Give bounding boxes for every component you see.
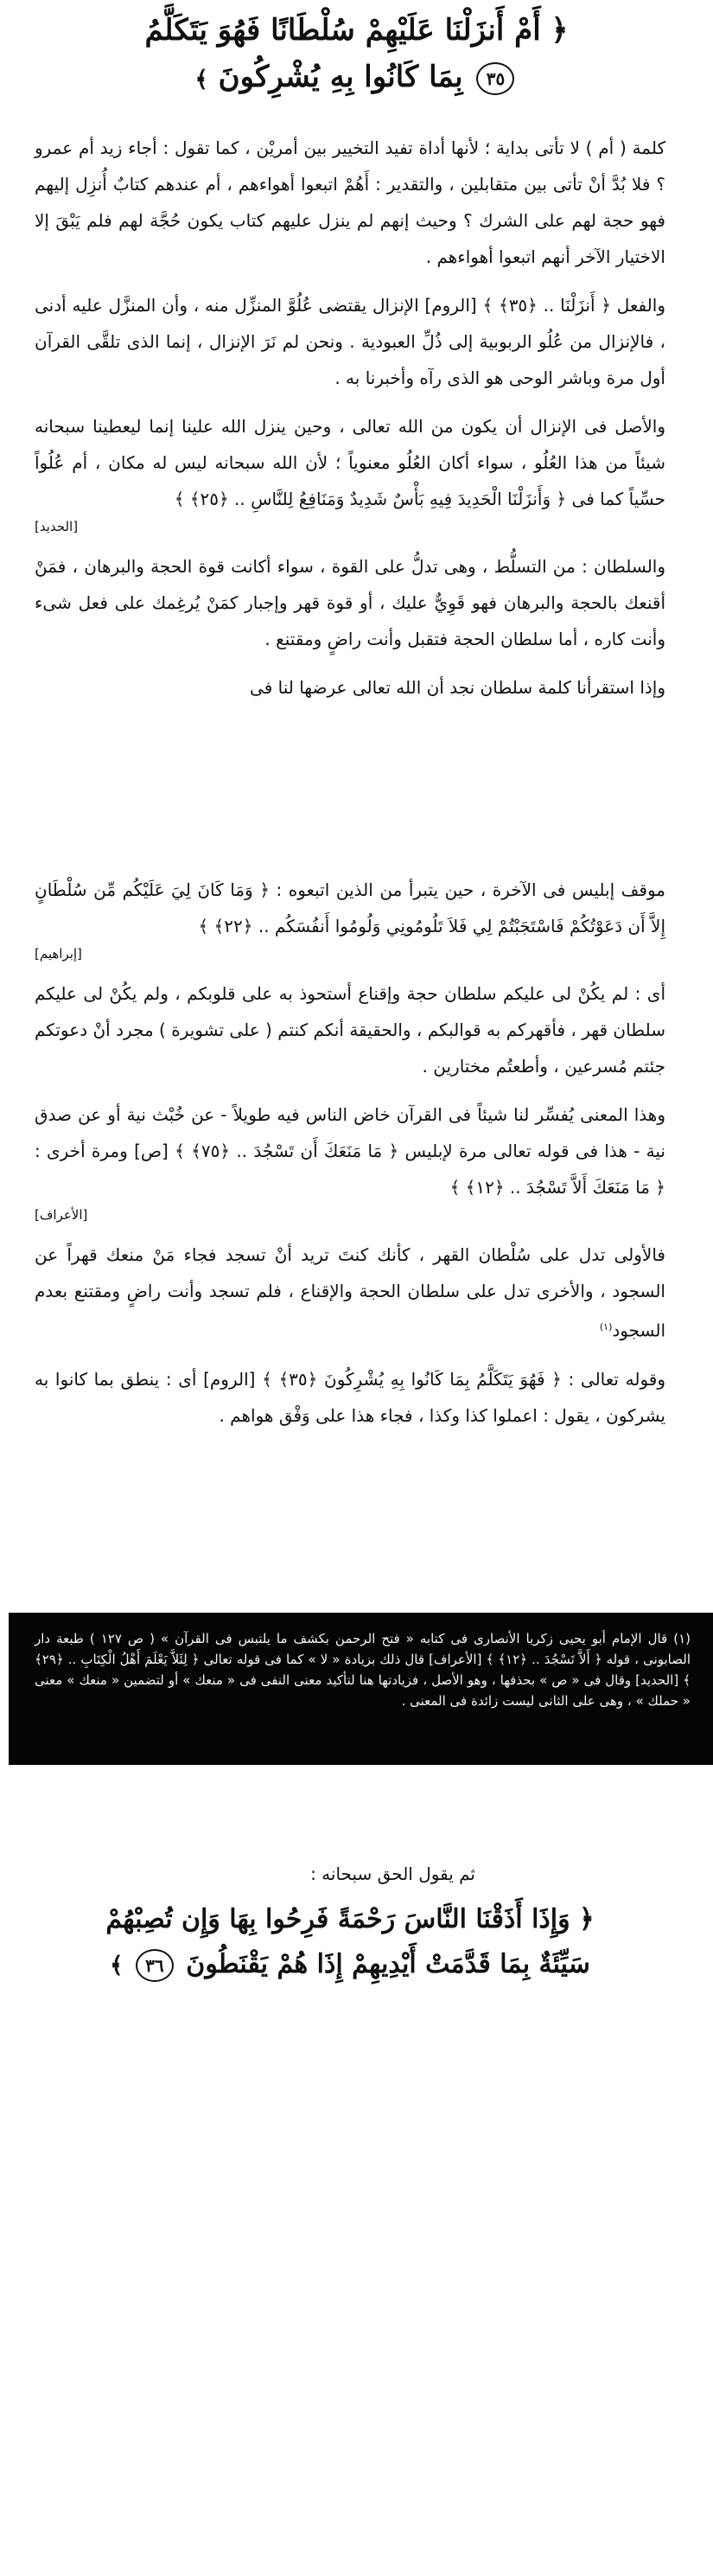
closing-ayah-line-1 xyxy=(35,1897,665,1942)
lead-text: ثم يقول الحق سبحانه : xyxy=(310,1863,475,1884)
paragraph xyxy=(35,130,665,275)
paragraph xyxy=(35,287,665,396)
paragraph-text xyxy=(35,1237,665,1349)
paragraph-text: والفعل ﴿ أَنزَلْنَا .. ﴿٣٥﴾ ﴾ [الروم] الإنزال يقتضى عُلُوَّ المنزِّل منه ، وأن المنزَّل عليه أدنى ، فالإنزال من عُلُو الربوبية إلى ذُلِّ العبودية . ونحن لم نَرَ الإنزال ، إنما الذى تلقَّى القرآن أول مرة وباشر الوحى هو الذى رآه وأخبرنا به . xyxy=(35,295,665,388)
top-ayah-text-1: ﴿ أَمْ أَنزَلْنَا عَلَيْهِمْ سُلْطَانًا فَهُوَ يَتَكَلَّمُ xyxy=(144,13,569,48)
closing-ayah-number: ٣٦ xyxy=(136,1949,174,1982)
paragraph xyxy=(35,548,665,657)
top-ayah-text-2: بِمَا كَانُوا بِهِ يُشْرِكُونَ xyxy=(218,60,463,94)
paragraph-text: أى : لم يكُنْ لى عليكم سلطان حجة وإقناع أستحوذ به على قلوبكم ، ولم يكُنْ لى عليكم سلطان قهر ، فأقهركم به قوالبكم ، والحقيقة أنكم كنتم ( على تشويرة ) مجرد أنْ دعوتكم جئتم مُسرعين ، وأطعتُم مختارين . xyxy=(35,983,665,1077)
surah-source: [الأعراف] xyxy=(35,1207,88,1223)
paragraph-text: وإذا استقرأنا كلمة سلطان نجد أن الله تعالى عرضها لنا فى xyxy=(250,677,665,698)
paragraph-text: موقف إبليس فى الآخرة ، حين يتبرأ من الذين اتبعوه : ﴿ وَمَا كَانَ لِيَ عَلَيْكُم مِّن سُلْطَانٍ إِلاَّ أَن دَعَوْتُكُمْ فَاسْتَجَبْتُمْ لِي فَلاَ تَلُومُونِي وَلُومُوا أَنفُسَكُم .. ﴿٢٢﴾ ﴾ xyxy=(35,879,665,936)
top-ayah-line-1 xyxy=(86,7,627,54)
commentary-section-2 xyxy=(35,872,665,1446)
closing-ayah-close: ﴾ xyxy=(110,1953,124,1978)
paragraph-text: والسلطان : من التسلُّط ، وهى تدلُّ على القوة ، سواء أكانت قوة الحجة والبرهان ، فمَنْ أقنعك بالحجة والبرهان فهو قَوِيٌّ عليك ، أو قوة قهر وإجبار كمَنْ يُرغِمك على فعل شىء وأنت كاره ، أما سلطان الحجة فتقبل وأنت راضٍ ومقتنع . xyxy=(35,556,665,649)
paragraph-text: وقوله تعالى : ﴿ فَهُوَ يَتَكَلَّمُ بِمَا كَانُوا بِهِ يُشْرِكُونَ ﴿٣٥﴾ ﴾ [الروم] أى : ينطق بما كانوا به يشركون ، يقول : اعملوا كذا وكذا ، فجاء هذا على وَفْق هواهم . xyxy=(35,1368,665,1426)
footnote-box xyxy=(9,1613,713,1765)
source-line xyxy=(35,517,665,536)
footnote-text: (١) قال الإمام أبو يحيى زكريا الأنصارى فى كتابه « فتح الرحمن بكشف ما يلتبس فى القرآن » ( ص ١٢٧ ) طبعة دار الصابونى ، قوله ﴿ أَلاَّ تَسْجُدَ .. ﴿١٢﴾ ﴾ [الأعراف] قال ذلك بزيادة « لا » كما فى قوله تعالى ﴿ لِئَلاَّ يَعْلَمَ أَهْلُ الْكِتَابِ .. ﴿٢٩﴾ ﴾ [الحديد] وقال فى « ص » بحذفها ، وهو الأصل ، فزيادتها هنا لتأكيد معنى النفى فى « منعك » أو لتضمين « منعك » معنى « حملك » ، وهى على الثانى ليست زائدة فى المعنى . xyxy=(35,1631,691,1709)
surah-source: [الحديد] xyxy=(35,519,79,534)
paragraph xyxy=(35,1237,665,1349)
source-line xyxy=(35,1205,665,1224)
closing-section xyxy=(35,1859,665,1988)
closing-ayah-text-2: سَيِّئَةٌ بِمَا قَدَّمَتْ أَيْدِيهِمْ إِذَا هُمْ يَقْنَطُونَ xyxy=(186,1949,590,1979)
top-ayah-block xyxy=(86,7,627,103)
source-line xyxy=(35,944,665,963)
paragraph xyxy=(35,1096,665,1224)
top-ayah-close: ﴾ xyxy=(194,67,208,93)
paragraph-body: فالأولى تدل على سُلْطان القهر ، كأنك كنتَ تريد أنْ تسجد فجاء مَنْ منعك قهراً عن السجود ، والأخرى تدل على سلطان الحجة والإقناع ، فلم تسجد وأنت راضٍ ومقتنع بعدم السجود xyxy=(35,1244,665,1341)
footnote-marker: (١) xyxy=(599,1321,613,1333)
paragraph xyxy=(35,1361,665,1434)
paragraph xyxy=(35,669,665,706)
paragraph-text: والأصل فى الإنزال أن يكون من الله تعالى ، وحين ينزل الله علينا إنما ليعطينا سبحانه شيئاً من هذا العُلُو ، سواء أكان العُلُو معنوياً ؛ لأن الله سبحانه ليس له مكان ، أم عُلُواً حسِّياً كما فى ﴿ وَأَنزَلْنَا الْحَدِيدَ فِيهِ بَأْسٌ شَدِيدٌ وَمَنَافِعُ لِلنَّاسِ .. ﴿٢٥﴾ ﴾ xyxy=(35,416,665,509)
paragraph xyxy=(35,408,665,536)
closing-ayah-line-2 xyxy=(35,1942,665,1988)
paragraph xyxy=(35,975,665,1084)
top-ayah-number: ٣٥ xyxy=(476,62,514,95)
paragraph-text: وهذا المعنى يُفسِّر لنا شيئاً فى القرآن خاض الناس فيه طويلاً - عن خُبْث نية أو عن صدق نية - هذا فى قوله تعالى مرة لإبليس ﴿ مَا مَنَعَكَ أَن تَسْجُدَ .. ﴿٧٥﴾ ﴾ [ص] ومرة أخرى : ﴿ مَا مَنَعَكَ أَلاَّ تَسْجُدَ .. ﴿١٢﴾ ﴾ xyxy=(35,1104,665,1198)
paragraph xyxy=(35,872,665,963)
closing-ayah-text-1: ﴿ وَإِذَا أَذَقْنَا النَّاسَ رَحْمَةً فَرِحُوا بِهَا وَإِن تُصِبْهُمْ xyxy=(105,1904,595,1934)
top-ayah-line-2 xyxy=(86,54,627,103)
surah-source: [إبراهيم] xyxy=(35,946,82,962)
commentary-section-1 xyxy=(35,130,665,718)
paragraph-text: كلمة ( أم ) لا تأتى بداية ؛ لأنها أداة تفيد التخيير بين أمريْن ، كما تقول : أجاء زيد أم عمرو ؟ فلا بُدَّ أنْ تأتى بين متقابلين ، والتقدير : أَهُمْ اتبعوا أهواءهم ، أم عندهم كتابٌ أُنزِل إليهم فهو حجة لهم على الشرك ؟ وحيث إنهم لم ينزل عليهم كتاب يكون حُجَّة لهم فلم يَبْقَ إلا الاختيار الآخر أنهم اتبعوا أهواءهم . xyxy=(35,137,665,267)
